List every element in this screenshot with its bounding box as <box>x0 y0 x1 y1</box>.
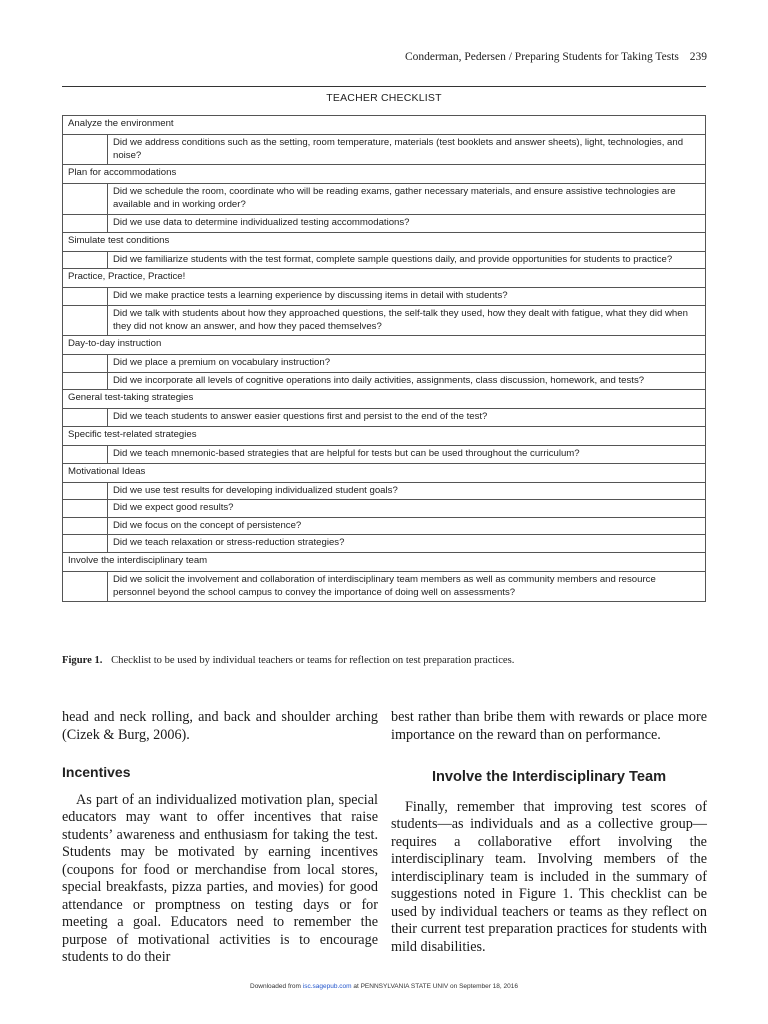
checklist-question: Did we incorporate all levels of cognitive operations into daily activities, assignments, class discussion, homework, and tests? <box>108 372 706 390</box>
checklist-item-row <box>63 517 706 535</box>
checklist-section-row <box>63 390 706 409</box>
checklist-section-title: Motivational Ideas <box>63 463 706 482</box>
checklist-check-cell <box>63 535 108 553</box>
checklist-question: Did we schedule the room, coordinate who will be reading exams, gather necessary materials, and ensure assistive technologies are available and in working order? <box>108 184 706 215</box>
checklist-title: TEACHER CHECKLIST <box>326 92 442 104</box>
checklist-item-row <box>63 372 706 390</box>
checklist-check-cell <box>63 409 108 427</box>
checklist-section-title: Practice, Practice, Practice! <box>63 269 706 288</box>
checklist-question: Did we teach students to answer easier questions first and persist to the end of the test? <box>108 409 706 427</box>
checklist-section-title: Specific test-related strategies <box>63 426 706 445</box>
checklist-question: Did we place a premium on vocabulary instruction? <box>108 355 706 373</box>
checklist-item-row <box>63 355 706 373</box>
checklist-section-row <box>63 116 706 135</box>
checklist-item-row <box>63 535 706 553</box>
checklist-check-cell <box>63 305 108 335</box>
checklist-section-title: General test-taking strategies <box>63 390 706 409</box>
checklist-check-cell <box>63 571 108 601</box>
checklist-section-row <box>63 552 706 571</box>
right-intro-paragraph: best rather than bribe them with rewards or place more importance on the reward than on performance. <box>391 709 707 743</box>
figure-caption <box>62 655 514 666</box>
checklist-question: Did we teach mnemonic-based strategies that are helpful for tests but can be used throughout the curriculum? <box>108 445 706 463</box>
checklist-check-cell <box>63 184 108 215</box>
download-footer <box>0 983 768 990</box>
checklist-check-cell <box>63 251 108 269</box>
checklist-section-title: Day-to-day instruction <box>63 336 706 355</box>
running-head-authors: Conderman, Pedersen / Preparing Students for Taking Tests <box>404 51 679 63</box>
checklist-check-cell <box>63 517 108 535</box>
checklist-section-title: Analyze the environment <box>63 116 706 135</box>
checklist-check-cell <box>63 288 108 306</box>
checklist-section-row <box>63 336 706 355</box>
team-heading: Involve the Interdisciplinary Team <box>431 769 667 785</box>
team-paragraph: Finally, remember that improving test scores of students—as individuals and as a collective group—requires a collaborative effort involving the interdisciplinary team. Involving members of the interdisciplinary team is included in the summary of suggestions noted in Figure 1. This checklist can be used by individual teachers or teams as they reflect on their current test preparation practices for students with mild disabilities. <box>391 798 707 955</box>
top-rule <box>62 86 706 87</box>
checklist-section-row <box>63 165 706 184</box>
checklist-item-row <box>63 135 706 165</box>
checklist-check-cell <box>63 500 108 518</box>
checklist-item-row <box>63 571 706 601</box>
checklist-item-row <box>63 288 706 306</box>
checklist-section-row <box>63 269 706 288</box>
teacher-checklist-table <box>62 115 706 602</box>
checklist-section-title: Plan for accommodations <box>63 165 706 184</box>
checklist-section-row <box>63 426 706 445</box>
left-intro-paragraph: head and neck rolling, and back and shoulder arching (Cizek & Burg, 2006). <box>62 709 378 743</box>
checklist-item-row <box>63 184 706 215</box>
checklist-section-row <box>63 463 706 482</box>
checklist-question: Did we solicit the involvement and collaboration of interdisciplinary team members as well as community members and resource personnel beyond the school campus to convey the importance of doing well on assessments? <box>108 571 706 601</box>
checklist-check-cell <box>63 215 108 233</box>
incentives-paragraph: As part of an individualized motivation plan, special educators may want to offer incentives that raise students’ awareness and enthusiasm for taking the test. Students may be motivated by earning incentives (coupons for food or merchandise from local stores, special breakfasts, pizza parties, and movies) for good attendance or promptness on testing days or for meeting a goal. Educators need to remember the purpose of motivational activities is to encourage students to do their <box>62 791 378 965</box>
running-head <box>405 51 707 63</box>
checklist-item-row <box>63 445 706 463</box>
page-number: 239 <box>689 51 707 63</box>
checklist-check-cell <box>63 372 108 390</box>
checklist-question: Did we use data to determine individualized testing accommodations? <box>108 215 706 233</box>
checklist-item-row <box>63 500 706 518</box>
checklist-question: Did we use test results for developing individualized student goals? <box>108 482 706 500</box>
checklist-question: Did we address conditions such as the setting, room temperature, materials (test booklets and answer sheets), light, technologies, and noise? <box>108 135 706 165</box>
checklist-check-cell <box>63 355 108 373</box>
checklist-item-row <box>63 251 706 269</box>
checklist-question: Did we expect good results? <box>108 500 706 518</box>
checklist-section-title: Simulate test conditions <box>63 232 706 251</box>
checklist-item-row <box>63 482 706 500</box>
left-column <box>62 709 378 967</box>
checklist-check-cell <box>63 482 108 500</box>
checklist-check-cell <box>63 445 108 463</box>
right-column <box>391 709 707 956</box>
figure-caption-text: Checklist to be used by individual teachers or teams for reflection on test preparation practices. <box>111 655 515 666</box>
checklist-item-row <box>63 409 706 427</box>
checklist-section-title: Involve the interdisciplinary team <box>63 552 706 571</box>
checklist-question: Did we make practice tests a learning experience by discussing items in detail with students? <box>108 288 706 306</box>
checklist-question: Did we talk with students about how they approached questions, the self-talk they used, how they dealt with fatigue, what they did when they did not know an answer, and how they paced themselves? <box>108 305 706 335</box>
checklist-check-cell <box>63 135 108 165</box>
footer-link[interactable]: isc.sagepub.com <box>302 983 352 990</box>
checklist-question: Did we familiarize students with the test format, complete sample questions daily, and provide opportunities for students to practice? <box>108 251 706 269</box>
checklist-question: Did we focus on the concept of persistence? <box>108 517 706 535</box>
checklist-section-row <box>63 232 706 251</box>
checklist-item-row <box>63 215 706 233</box>
checklist-question: Did we teach relaxation or stress-reduction strategies? <box>108 535 706 553</box>
footer-prefix: Downloaded from <box>250 983 301 990</box>
checklist-item-row <box>63 305 706 335</box>
footer-suffix: at PENNSYLVANIA STATE UNIV on September 18, 2016 <box>353 983 518 990</box>
figure-label: Figure 1. <box>62 655 103 666</box>
incentives-heading: Incentives <box>62 764 131 780</box>
